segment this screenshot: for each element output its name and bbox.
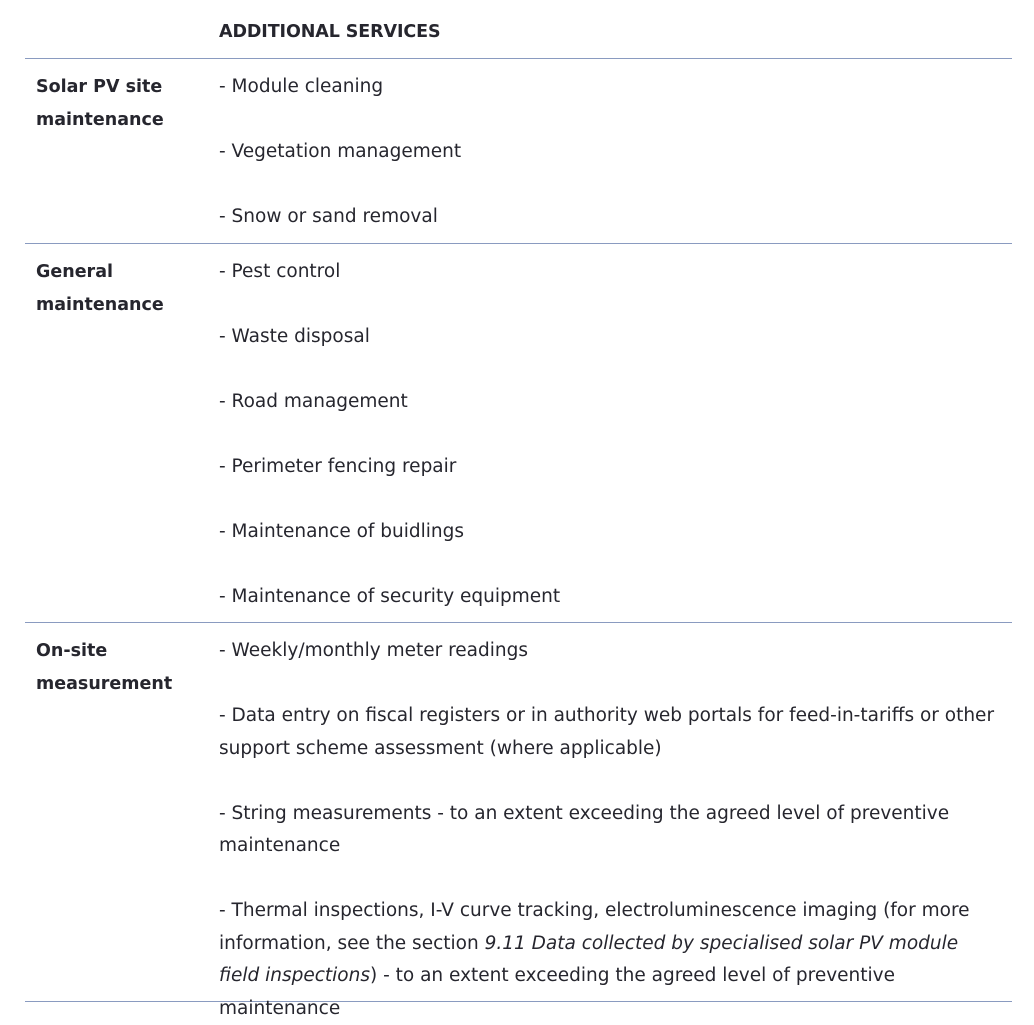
row-items	[219, 256, 999, 614]
row-label: General maintenance	[36, 262, 164, 315]
list-item: - Vegetation management	[219, 141, 462, 162]
list-item: - Weekly/monthly meter readings	[219, 640, 529, 661]
table-header	[25, 0, 1012, 59]
table-row	[25, 59, 1012, 244]
list-item: - Snow or sand removal	[219, 206, 438, 227]
services-table	[25, 0, 1012, 1019]
list-item	[219, 895, 999, 1025]
list-item: - Maintenance of security equipment	[219, 586, 561, 607]
list-item: - Waste disposal	[219, 326, 370, 347]
list-item: - Module cleaning	[219, 76, 384, 97]
item-text: ) - to an extent exceeding the agreed level of preventive maintenance	[219, 965, 895, 1019]
row-items	[219, 71, 999, 234]
table-row	[25, 244, 1012, 623]
row-label: On-site measurement	[36, 641, 173, 694]
list-item: - String measurements - to an extent exceeding the agreed level of preventive maintenance	[219, 802, 950, 856]
table-row	[25, 623, 1012, 1019]
row-label: Solar PV site maintenance	[36, 77, 164, 130]
list-item: - Maintenance of buidlings	[219, 521, 465, 542]
list-item: - Data entry on fiscal registers or in authority web portals for feed-in-tariffs or other support scheme assessment (where applicable)	[219, 705, 995, 759]
list-item: - Perimeter fencing repair	[219, 456, 457, 477]
header-title: ADDITIONAL SERVICES	[219, 22, 441, 42]
section-reference-link[interactable]: 9.11 Data collected by specialised solar PV module field inspections	[219, 932, 959, 986]
list-item: - Pest control	[219, 261, 341, 282]
item-text: - Thermal inspections, I-V curve tracking, electroluminescence imaging (for more information, see the section	[219, 900, 970, 954]
list-item: - Road management	[219, 391, 408, 412]
row-items	[219, 635, 999, 1025]
